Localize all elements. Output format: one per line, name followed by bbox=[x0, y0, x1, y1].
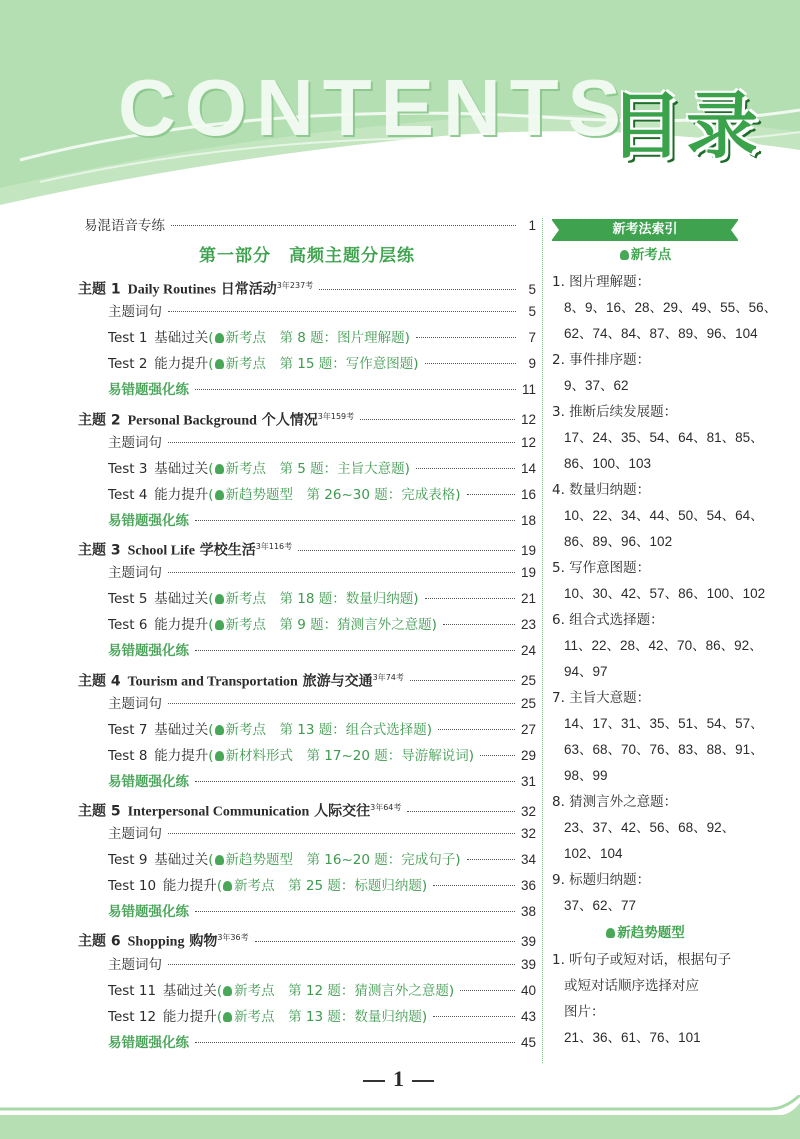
toc-entry-label bbox=[108, 821, 162, 847]
toc-entry-label bbox=[108, 978, 454, 1004]
lightbulb-icon bbox=[223, 986, 232, 996]
test-note: ( 新材料形式 第 17~20 题：导游解说词) bbox=[208, 747, 475, 764]
dot-leader bbox=[195, 650, 515, 651]
lightbulb-icon bbox=[215, 490, 224, 500]
test-note: ( 新考点 第 13 题：数量归纳题) bbox=[216, 1008, 428, 1025]
index-item-label: 5. 写作意图题： bbox=[552, 560, 651, 576]
page-ref: 19 bbox=[520, 542, 536, 558]
test-detail: 第 13 题：数量归纳题 bbox=[288, 1008, 422, 1025]
test-detail: 第 5 题：主旨大意题 bbox=[279, 460, 405, 477]
dot-leader bbox=[168, 442, 515, 443]
toc-row[interactable] bbox=[78, 586, 536, 612]
exam-count: 3年116考 bbox=[255, 542, 293, 552]
test-tag: 新材料形式 bbox=[225, 747, 293, 764]
table-of-contents bbox=[78, 213, 536, 1056]
lightbulb-icon bbox=[215, 333, 224, 343]
page-ref: 9 bbox=[528, 356, 536, 372]
toc-label: 主题词句 bbox=[108, 956, 162, 973]
toc-row[interactable] bbox=[78, 1030, 536, 1056]
test-detail: 第 9 题：猜测言外之意题 bbox=[279, 617, 432, 634]
dot-leader bbox=[168, 703, 515, 704]
toc-label: 主题词句 bbox=[108, 304, 162, 321]
index-item-label: 4. 数量归纳题： bbox=[552, 482, 651, 498]
test-tag: 新考点 bbox=[225, 356, 266, 373]
exam-count: 3年74考 bbox=[372, 672, 404, 682]
theme-title-cn: 个人情况 bbox=[261, 412, 318, 429]
toc-row[interactable] bbox=[78, 482, 536, 508]
index-item-values: 8、9、16、28、29、49、55、56、 bbox=[564, 300, 778, 315]
contents-heading: CONTENTS bbox=[118, 63, 630, 152]
toc-entry-label bbox=[108, 377, 189, 403]
dot-leader bbox=[425, 598, 515, 599]
test-tag: 新趋势题型 bbox=[225, 486, 293, 503]
page-ref: 32 bbox=[520, 826, 536, 842]
lightbulb-icon bbox=[215, 751, 224, 761]
page-ref: 5 bbox=[528, 281, 536, 297]
lightbulb-icon bbox=[620, 250, 629, 260]
test-detail: 第 8 题：图片理解题 bbox=[279, 330, 405, 347]
test-name: 能力提升 bbox=[154, 747, 209, 764]
test-detail: 第 15 题：写作意图题 bbox=[279, 356, 414, 373]
toc-label: 易错题强化练 bbox=[108, 382, 189, 399]
test-number: Test 9 bbox=[108, 852, 148, 869]
test-note: ( 新考点 第 15 题：写作意图题) bbox=[208, 356, 419, 373]
lightbulb-icon bbox=[215, 620, 224, 630]
test-note: ( 新考点 第 25 题：标题归纳题) bbox=[216, 878, 428, 895]
lightbulb-icon bbox=[223, 881, 232, 891]
new-test-index-sidebar bbox=[552, 219, 792, 1051]
test-name: 能力提升 bbox=[162, 878, 217, 895]
toc-entry-label bbox=[108, 638, 189, 664]
part-heading: 第一部分 高频主题分层练 bbox=[199, 246, 415, 267]
dot-leader bbox=[433, 885, 515, 886]
toc-label: 易错题强化练 bbox=[108, 904, 189, 921]
theme-title-cn: 日常活动 bbox=[220, 281, 277, 298]
index-item-label: 8. 猜测言外之意题： bbox=[552, 794, 678, 810]
theme-title-en: Interpersonal Communication bbox=[127, 804, 310, 820]
test-note: ( 新趋势题型 第 26~30 题：完成表格) bbox=[208, 486, 461, 503]
dot-leader bbox=[168, 311, 516, 312]
toc-label: 主题词句 bbox=[108, 695, 162, 712]
page-ref: 32 bbox=[520, 803, 536, 819]
index-item-label: 1. 听句子或短对话，根据句子 bbox=[552, 952, 732, 968]
toc-row[interactable] bbox=[78, 795, 536, 821]
page-ref: 27 bbox=[520, 721, 536, 737]
index-item-values: 9、37、62 bbox=[564, 378, 629, 393]
dot-leader bbox=[298, 550, 515, 551]
test-note: ( 新趋势题型 第 16~20 题：完成句子) bbox=[208, 852, 461, 869]
dot-leader bbox=[360, 419, 515, 420]
toc-row[interactable] bbox=[78, 404, 536, 430]
toc-label: 易错题强化练 bbox=[108, 1034, 189, 1051]
lightbulb-icon bbox=[215, 359, 224, 369]
dot-leader bbox=[195, 911, 515, 912]
dot-leader bbox=[416, 337, 516, 338]
test-number: Test 4 bbox=[108, 486, 148, 503]
test-number: Test 10 bbox=[108, 878, 157, 895]
index-item-values: 37、62、77 bbox=[564, 898, 637, 913]
dot-leader bbox=[410, 680, 515, 681]
toc-row[interactable] bbox=[78, 213, 536, 239]
index-item-values: 23、37、42、56、68、92、 bbox=[564, 820, 736, 835]
dot-leader bbox=[195, 389, 516, 390]
toc-row[interactable] bbox=[78, 534, 536, 560]
exam-count: 3年237考 bbox=[276, 281, 314, 291]
toc-entry-label bbox=[108, 769, 189, 795]
index-item-values: 86、89、96、102 bbox=[564, 534, 673, 549]
toc-row[interactable] bbox=[78, 299, 536, 325]
page-ref: 1 bbox=[528, 218, 536, 233]
page-ref: 45 bbox=[520, 1034, 536, 1050]
index-item-values: 94、97 bbox=[564, 664, 608, 679]
theme-number: 主题 4 bbox=[78, 673, 121, 690]
test-tag: 新考点 bbox=[225, 330, 266, 347]
test-note: ( 新考点 第 9 题：猜测言外之意题) bbox=[208, 617, 437, 634]
dot-leader bbox=[480, 755, 515, 756]
column-divider bbox=[542, 218, 543, 1063]
theme-title-en: Personal Background bbox=[127, 413, 257, 429]
index-item-values: 21、36、61、76、101 bbox=[564, 1030, 701, 1045]
toc-entry-label bbox=[108, 586, 419, 612]
page-ref: 14 bbox=[520, 460, 536, 476]
test-number: Test 8 bbox=[108, 747, 148, 764]
index-item-values: 10、22、34、44、50、54、64、 bbox=[564, 508, 764, 523]
theme-title-cn: 学校生活 bbox=[199, 542, 256, 559]
index-item-values: 102、104 bbox=[564, 846, 623, 861]
theme-title-en: Shopping bbox=[127, 935, 185, 951]
dot-leader bbox=[407, 811, 515, 812]
dot-leader bbox=[255, 941, 515, 942]
lightbulb-icon bbox=[606, 928, 615, 938]
toc-row[interactable] bbox=[78, 769, 536, 795]
index-item-values: 63、68、70、76、83、88、91、 bbox=[564, 742, 764, 757]
section-heading-text: 新趋势题型 bbox=[617, 925, 685, 941]
theme-number: 主题 5 bbox=[78, 803, 121, 820]
page-number: 1 bbox=[355, 1066, 442, 1092]
toc-row[interactable] bbox=[78, 377, 536, 403]
index-item-values: 62、74、84、87、89、96、104 bbox=[564, 326, 758, 341]
page-ref: 5 bbox=[528, 304, 536, 320]
page-ref: 11 bbox=[521, 382, 536, 398]
toc-row[interactable] bbox=[78, 847, 536, 873]
toc-entry-label bbox=[108, 508, 189, 534]
toc-row[interactable] bbox=[78, 1004, 536, 1030]
test-detail: 第 25 题：标题归纳题 bbox=[288, 878, 422, 895]
test-note: ( 新考点 第 5 题：主旨大意题) bbox=[208, 460, 410, 477]
dot-leader bbox=[195, 781, 515, 782]
sidebar-section-heading bbox=[552, 919, 738, 947]
test-tag: 新考点 bbox=[234, 878, 275, 895]
dot-leader bbox=[467, 859, 515, 860]
toc-entry-label bbox=[108, 717, 432, 743]
exam-count: 3年36考 bbox=[217, 933, 249, 943]
footer-band bbox=[0, 1095, 800, 1139]
test-tag: 新考点 bbox=[225, 617, 266, 634]
test-name: 基础过关 bbox=[154, 721, 209, 738]
toc-row[interactable] bbox=[78, 978, 536, 1004]
theme-number: 主题 3 bbox=[78, 542, 121, 559]
page-ref: 36 bbox=[520, 878, 536, 894]
page-ref: 21 bbox=[520, 591, 536, 607]
index-item-values: 86、100、103 bbox=[564, 456, 652, 471]
page-ref: 39 bbox=[520, 934, 536, 950]
page-ref: 38 bbox=[520, 904, 536, 920]
toc-entry-label bbox=[108, 482, 461, 508]
test-number: Test 12 bbox=[108, 1008, 157, 1025]
test-name: 能力提升 bbox=[154, 617, 209, 634]
toc-label: 易混语音专练 bbox=[84, 218, 165, 234]
toc-label: 易错题强化练 bbox=[108, 773, 189, 790]
index-item-label: 9. 标题归纳题： bbox=[552, 872, 651, 888]
toc-row[interactable] bbox=[78, 873, 536, 899]
sidebar-title: 新考法索引 bbox=[552, 219, 738, 241]
index-item-label: 3. 推断后续发展题： bbox=[552, 404, 678, 420]
toc-label: 易错题强化练 bbox=[108, 643, 189, 660]
test-note: ( 新考点 第 13 题：组合式选择题) bbox=[208, 721, 433, 738]
test-number: Test 11 bbox=[108, 982, 157, 999]
toc-entry-label bbox=[108, 456, 410, 482]
toc-row[interactable] bbox=[78, 638, 536, 664]
toc-row[interactable] bbox=[78, 430, 536, 456]
test-detail: 第 26~30 题：完成表格 bbox=[306, 486, 456, 503]
test-name: 基础过关 bbox=[154, 852, 209, 869]
test-note: ( 新考点 第 12 题：猜测言外之意题) bbox=[216, 982, 455, 999]
dot-leader bbox=[195, 1042, 515, 1043]
test-tag: 新考点 bbox=[225, 721, 266, 738]
index-item-label: 7. 主旨大意题： bbox=[552, 690, 651, 706]
page-ref: 12 bbox=[520, 434, 536, 450]
dot-leader bbox=[171, 225, 516, 226]
theme-title-cn: 人际交往 bbox=[314, 803, 371, 820]
test-name: 能力提升 bbox=[162, 1008, 217, 1025]
toc-row[interactable] bbox=[78, 899, 536, 925]
index-item-values: 17、24、35、54、64、81、85、 bbox=[564, 430, 764, 445]
lightbulb-icon bbox=[215, 594, 224, 604]
toc-entry-label bbox=[108, 612, 437, 638]
toc-row[interactable] bbox=[78, 925, 536, 951]
dot-leader bbox=[443, 624, 515, 625]
page-ref: 24 bbox=[520, 643, 536, 659]
test-name: 基础过关 bbox=[154, 330, 209, 347]
index-item-values: 或短对话顺序选择对应 bbox=[564, 978, 699, 993]
test-number: Test 2 bbox=[108, 356, 148, 373]
toc-row[interactable] bbox=[78, 351, 536, 377]
toc-entry-label bbox=[108, 430, 162, 456]
toc-label: 易错题强化练 bbox=[108, 512, 189, 529]
page-ref: 29 bbox=[520, 747, 536, 763]
test-number: Test 1 bbox=[108, 330, 148, 347]
index-item-values: 10、30、42、57、86、100、102 bbox=[564, 586, 766, 601]
page-ref: 25 bbox=[520, 695, 536, 711]
dot-leader bbox=[168, 572, 515, 573]
test-name: 基础过关 bbox=[162, 982, 217, 999]
test-number: Test 3 bbox=[108, 460, 148, 477]
test-tag: 新趋势题型 bbox=[225, 852, 293, 869]
toc-row[interactable] bbox=[78, 952, 536, 978]
toc-label: 主题词句 bbox=[108, 565, 162, 582]
test-tag: 新考点 bbox=[225, 591, 266, 608]
toc-entry-label bbox=[108, 1004, 427, 1030]
toc-entry-label bbox=[108, 952, 162, 978]
test-number: Test 5 bbox=[108, 591, 148, 608]
dot-leader bbox=[168, 964, 515, 965]
dot-leader bbox=[438, 729, 515, 730]
toc-row[interactable] bbox=[78, 691, 536, 717]
test-name: 能力提升 bbox=[154, 356, 209, 373]
dot-leader bbox=[467, 494, 515, 495]
lightbulb-icon bbox=[215, 725, 224, 735]
section-heading-text: 新考点 bbox=[630, 247, 672, 263]
theme-title-en: Tourism and Transportation bbox=[127, 674, 298, 690]
page-ref: 40 bbox=[520, 982, 536, 998]
page-title-cn: 目录 bbox=[610, 84, 763, 168]
page-ref: 43 bbox=[520, 1008, 536, 1024]
dot-leader bbox=[195, 520, 515, 521]
toc-entry-label bbox=[108, 899, 189, 925]
test-tag: 新考点 bbox=[234, 982, 275, 999]
page-ref: 34 bbox=[520, 852, 536, 868]
page-ref: 16 bbox=[520, 486, 536, 502]
toc-entry-label bbox=[108, 325, 410, 351]
dot-leader bbox=[460, 990, 515, 991]
dot-leader bbox=[416, 468, 515, 469]
test-note: ( 新考点 第 8 题：图片理解题) bbox=[208, 330, 410, 347]
toc-entry-label bbox=[108, 847, 461, 873]
test-detail: 第 16~20 题：完成句子 bbox=[306, 852, 456, 869]
page-ref: 18 bbox=[520, 512, 536, 528]
toc-entry-label bbox=[84, 213, 165, 239]
index-item-values: 图片： bbox=[564, 1004, 605, 1019]
test-tag: 新考点 bbox=[234, 1008, 275, 1025]
index-item-label: 1. 图片理解题： bbox=[552, 274, 651, 290]
dot-leader bbox=[168, 833, 515, 834]
toc-row[interactable] bbox=[78, 325, 536, 351]
index-item-label: 6. 组合式选择题： bbox=[552, 612, 664, 628]
lightbulb-icon bbox=[215, 855, 224, 865]
page-ref: 19 bbox=[520, 565, 536, 581]
index-item-values: 98、99 bbox=[564, 768, 608, 783]
page-ref: 7 bbox=[528, 330, 536, 346]
toc-row[interactable] bbox=[78, 743, 536, 769]
page-ref: 39 bbox=[520, 956, 536, 972]
exam-count: 3年64考 bbox=[370, 802, 402, 812]
theme-number: 主题 2 bbox=[78, 412, 121, 429]
toc-entry-label bbox=[108, 873, 427, 899]
toc-row[interactable] bbox=[78, 508, 536, 534]
toc-row[interactable] bbox=[78, 717, 536, 743]
page-ref: 31 bbox=[520, 773, 536, 789]
toc-entry-label bbox=[108, 1030, 189, 1056]
test-name: 能力提升 bbox=[154, 486, 209, 503]
test-number: Test 7 bbox=[108, 721, 148, 738]
page-ref: 12 bbox=[520, 412, 536, 428]
test-note: ( 新考点 第 18 题：数量归纳题) bbox=[208, 591, 419, 608]
test-number: Test 6 bbox=[108, 617, 148, 634]
test-name: 基础过关 bbox=[154, 591, 209, 608]
dot-leader bbox=[433, 1016, 515, 1017]
theme-title-cn: 旅游与交通 bbox=[302, 673, 373, 690]
toc-row[interactable] bbox=[78, 665, 536, 691]
theme-title-en: Daily Routines bbox=[127, 282, 216, 298]
dot-leader bbox=[319, 289, 516, 290]
test-detail: 第 17~20 题：导游解说词 bbox=[306, 747, 469, 764]
page-ref: 25 bbox=[520, 673, 536, 689]
test-tag: 新考点 bbox=[225, 460, 266, 477]
index-item-label: 2. 事件排序题： bbox=[552, 352, 651, 368]
test-detail: 第 12 题：猜测言外之意题 bbox=[288, 982, 449, 999]
toc-row[interactable] bbox=[78, 612, 536, 638]
theme-number: 主题 1 bbox=[78, 281, 121, 298]
toc-entry-label bbox=[108, 351, 419, 377]
test-detail: 第 18 题：数量归纳题 bbox=[279, 591, 414, 608]
page-ref: 23 bbox=[520, 617, 536, 633]
toc-row[interactable] bbox=[78, 456, 536, 482]
dot-leader bbox=[425, 363, 516, 364]
toc-row[interactable] bbox=[78, 821, 536, 847]
test-name: 基础过关 bbox=[154, 460, 209, 477]
sidebar-section-heading bbox=[552, 241, 738, 269]
theme-number: 主题 6 bbox=[78, 934, 121, 951]
lightbulb-icon bbox=[223, 1012, 232, 1022]
index-item-values: 11、22、28、42、70、86、92、 bbox=[564, 638, 763, 653]
toc-entry-label bbox=[108, 691, 162, 717]
toc-label: 主题词句 bbox=[108, 434, 162, 451]
toc-row[interactable] bbox=[78, 273, 536, 299]
header-banner bbox=[0, 0, 800, 205]
toc-entry-label bbox=[108, 743, 474, 769]
theme-title-en: School Life bbox=[127, 543, 195, 559]
exam-count: 3年159考 bbox=[317, 411, 355, 421]
toc-entry-label bbox=[108, 560, 162, 586]
lightbulb-icon bbox=[215, 464, 224, 474]
theme-title-cn: 购物 bbox=[189, 934, 218, 951]
toc-label: 主题词句 bbox=[108, 826, 162, 843]
test-detail: 第 13 题：组合式选择题 bbox=[279, 721, 427, 738]
index-item-values: 14、17、31、35、51、54、57、 bbox=[564, 716, 764, 731]
toc-entry-label bbox=[108, 299, 162, 325]
toc-row[interactable] bbox=[78, 560, 536, 586]
